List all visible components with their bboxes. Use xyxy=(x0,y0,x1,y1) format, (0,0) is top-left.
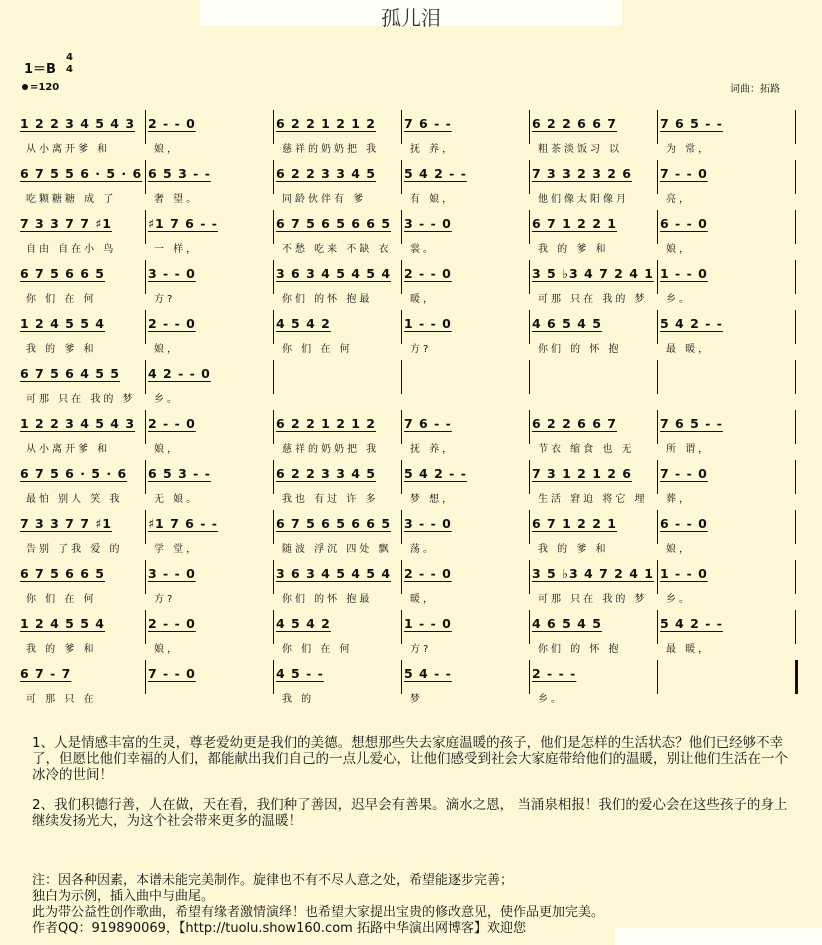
credit: 词曲：拓路 xyxy=(730,84,780,95)
barline xyxy=(657,610,658,644)
lyric-segment: 你 们 在 何 xyxy=(26,294,97,305)
time-sig-top: 4 xyxy=(66,52,73,63)
barline xyxy=(529,610,530,644)
barline xyxy=(529,110,530,144)
lyric-segment: 可那 只在 我的 梦 xyxy=(538,294,648,305)
lyric-segment: 奢 望。 xyxy=(154,194,200,205)
melody-measure: 5 4 2 - - xyxy=(404,166,467,181)
lyric-line xyxy=(26,340,798,354)
barline xyxy=(657,260,658,294)
lyric-line xyxy=(26,640,798,654)
barline xyxy=(795,210,796,244)
melody-measure: 2 - - 0 xyxy=(148,316,196,331)
lyric-segment: 你 们 在 何 xyxy=(282,644,353,655)
barline xyxy=(795,160,796,194)
melody-measure: 7 - - 0 xyxy=(660,166,708,181)
lyric-segment: 方? xyxy=(410,644,432,655)
melody-measure: 6 2 2 1 2 1 2 xyxy=(276,416,376,431)
barline xyxy=(401,510,402,544)
lyric-segment: 我 的 爹 和 xyxy=(538,244,609,255)
melody-line xyxy=(20,416,798,436)
barline xyxy=(145,660,146,694)
tempo-marking xyxy=(22,82,59,93)
barline xyxy=(795,560,796,594)
lyric-segment: 慈祥的奶奶把 我 xyxy=(282,444,380,455)
melody-measure: 2 - - 0 xyxy=(404,266,452,281)
lyric-segment: 学 堂， xyxy=(154,544,200,555)
barline xyxy=(529,260,530,294)
time-sig-bottom: 4 xyxy=(66,64,73,75)
barline xyxy=(401,460,402,494)
barline xyxy=(657,160,658,194)
melody-measure: 1 - - 0 xyxy=(404,616,452,631)
lyric-segment: 他们像太阳像月 xyxy=(538,194,629,205)
key-signature: 1＝B xyxy=(24,62,56,77)
melody-measure: 1 2 4 5 5 4 xyxy=(20,316,105,331)
barline xyxy=(657,310,658,344)
barline xyxy=(401,410,402,444)
barline xyxy=(145,160,146,194)
barline xyxy=(529,210,530,244)
melody-measure: 4 5 - - xyxy=(276,666,324,681)
lyric-segment: 亮， xyxy=(666,194,692,205)
barline xyxy=(401,160,402,194)
lyric-segment: 娘， xyxy=(154,444,180,455)
barline xyxy=(145,460,146,494)
lyric-segment: 梦 想， xyxy=(410,494,456,505)
barline xyxy=(657,110,658,144)
lyric-segment: 最 暖， xyxy=(666,644,712,655)
melody-measure: 6 7 5 6 · 5 · 6 xyxy=(20,466,128,481)
barline xyxy=(657,460,658,494)
barline xyxy=(657,210,658,244)
barline xyxy=(273,560,274,594)
lyric-segment: 抚 养， xyxy=(410,144,456,155)
barline xyxy=(795,310,796,344)
barline xyxy=(273,410,274,444)
melody-line xyxy=(20,166,798,186)
lyric-segment: 一 样， xyxy=(154,244,200,255)
lyric-segment: 我 的 爹 和 xyxy=(26,644,97,655)
melody-measure: 1 - - 0 xyxy=(660,566,708,581)
lyric-segment: 可那 只在 我的 梦 xyxy=(26,394,136,405)
melody-measure: 5 4 2 - - xyxy=(660,316,723,331)
barline xyxy=(529,560,530,594)
lyric-segment: 慈祥的奶奶把 我 xyxy=(282,144,380,155)
melody-measure: 3 - - 0 xyxy=(148,266,196,281)
barline xyxy=(529,310,530,344)
melody-measure: 1 2 2 3 4 5 4 3 xyxy=(20,116,136,131)
lyric-segment: 方? xyxy=(154,294,176,305)
melody-measure: 6 7 - 7 xyxy=(20,666,72,681)
barline xyxy=(401,210,402,244)
tempo-value: =120 xyxy=(30,82,60,93)
barline xyxy=(795,460,796,494)
melody-measure: 2 - - 0 xyxy=(148,116,196,131)
lyric-segment: 裳。 xyxy=(410,244,436,255)
barline xyxy=(273,460,274,494)
notes-section xyxy=(32,735,792,843)
title-bar xyxy=(200,0,622,30)
melody-line xyxy=(20,116,798,136)
melody-measure: 7 6 5 - - xyxy=(660,416,723,431)
lyric-segment: 我也 有过 许 多 xyxy=(282,494,379,505)
lyric-line xyxy=(26,190,798,204)
barline xyxy=(529,160,530,194)
lyric-line xyxy=(26,140,798,154)
melody-measure: 4 2 - - 0 xyxy=(148,366,211,381)
melody-measure: 7 - - 0 xyxy=(148,666,196,681)
barline xyxy=(273,110,274,144)
barline xyxy=(795,260,796,294)
melody-measure: 6 7 1 2 2 1 xyxy=(532,516,617,531)
lyric-line xyxy=(26,590,798,604)
lyric-segment: 梦 xyxy=(410,694,423,705)
melody-measure: 3 - - 0 xyxy=(404,516,452,531)
melody-line xyxy=(20,216,798,236)
barline xyxy=(273,310,274,344)
lyric-segment: 你 们 在 何 xyxy=(26,594,97,605)
footer-line-1: 注：因各种因素，本谱未能完美制作。旋律也不有不尽人意之处，希望能逐步完善； xyxy=(32,873,514,888)
lyric-segment: 告别 了我 爱 的 xyxy=(26,544,123,555)
lyric-segment: 乡。 xyxy=(538,694,564,705)
barline xyxy=(529,510,530,544)
lyric-line xyxy=(26,540,798,554)
lyric-segment: 荡。 xyxy=(410,544,436,555)
lyric-segment: 你 们 在 何 xyxy=(282,344,353,355)
lyric-segment: 同龄伙伴有 爹 xyxy=(282,194,367,205)
melody-measure: 1 - - 0 xyxy=(660,266,708,281)
melody-measure: 6 2 2 3 3 4 5 xyxy=(276,166,376,181)
melody-line xyxy=(20,366,798,386)
melody-measure: 6 7 5 5 6 · 5 · 6 xyxy=(20,166,143,181)
note-paragraph-2: 2、我们积德行善，人在做，天在看，我们种了善因，迟早会有善果。滴水之恩， 当涌泉相报！我们的爱心会在这些孩子的身上继续发扬光大，为这个社会带来更多的温暖！ xyxy=(32,797,788,829)
barline xyxy=(273,510,274,544)
final-barline xyxy=(795,660,798,694)
barline xyxy=(529,660,530,694)
melody-line xyxy=(20,616,798,636)
footer-line-2: 独白为示例，插入曲中与曲尾。 xyxy=(32,889,215,904)
melody-line xyxy=(20,266,798,286)
lyric-segment: 无 娘。 xyxy=(154,494,200,505)
melody-measure: 6 7 5 6 6 5 xyxy=(20,566,105,581)
melody-measure: 5 4 2 - - xyxy=(660,616,723,631)
melody-measure: 6 - - 0 xyxy=(660,216,708,231)
note-paragraph-1: 1、人是情感丰富的生灵，尊老爱幼更是我们的美德。想想那些失去家庭温暖的孩子，他们是怎样的生活状态？他们已经够不幸了，但愿比他们幸福的人们，都能献出我们自己的一点儿爱心，让他们感受到社会大家庭带给他们的温暖，别让他们生活在一个冰冷的世间！ xyxy=(32,735,788,783)
melody-measure: 2 - - - xyxy=(532,666,577,681)
lyric-segment: 方? xyxy=(410,344,432,355)
lyric-segment: 不愁 吃来 不缺 衣 xyxy=(282,244,392,255)
lyric-segment: 你们 的怀 抱最 xyxy=(282,594,373,605)
barline xyxy=(273,210,274,244)
melody-measure: 2 - - 0 xyxy=(148,616,196,631)
barline xyxy=(401,560,402,594)
melody-measure: ♯1 7 6 - - xyxy=(148,516,218,531)
melody-measure: 7 3 3 7 7 ♯1 xyxy=(20,516,112,531)
lyric-segment: 乡。 xyxy=(666,594,692,605)
melody-measure: 6 2 2 1 2 1 2 xyxy=(276,116,376,131)
lyric-segment: 最怕 别人 笑 我 xyxy=(26,494,123,505)
barline xyxy=(657,660,658,694)
melody-measure: 7 3 3 2 3 2 6 xyxy=(532,166,632,181)
melody-measure: 6 5 3 - - xyxy=(148,466,211,481)
melody-measure: 6 2 2 6 6 7 xyxy=(532,116,617,131)
barline xyxy=(529,460,530,494)
melody-measure: 7 6 5 - - xyxy=(660,116,723,131)
melody-measure: 4 5 4 2 xyxy=(276,616,331,631)
melody-measure: 7 3 3 7 7 ♯1 xyxy=(20,216,112,231)
barline xyxy=(657,510,658,544)
barline xyxy=(145,260,146,294)
barline xyxy=(657,360,658,394)
melody-measure: 2 - - 0 xyxy=(404,566,452,581)
lyric-segment: 可那 只在 我的 梦 xyxy=(538,594,648,605)
barline xyxy=(401,660,402,694)
lyric-segment: 你们 的 怀 抱 xyxy=(538,644,622,655)
melody-measure: 3 5 ♭3 4 7 2 4 1 xyxy=(532,566,654,581)
melody-measure: 3 - - 0 xyxy=(404,216,452,231)
melody-measure: 1 2 2 3 4 5 4 3 xyxy=(20,416,136,431)
lyric-segment: 节衣 缩食 也 无 xyxy=(538,444,635,455)
barline xyxy=(401,260,402,294)
melody-measure: 1 2 4 5 5 4 xyxy=(20,616,105,631)
lyric-segment: 葬， xyxy=(666,494,692,505)
song-title: 孤儿泪 xyxy=(381,6,441,30)
lyric-segment: 抚 养， xyxy=(410,444,456,455)
lyric-segment: 你们 的 怀 抱 xyxy=(538,344,622,355)
barline xyxy=(401,110,402,144)
melody-measure: 3 6 3 4 5 4 5 4 xyxy=(276,266,392,281)
melody-measure: 3 6 3 4 5 4 5 4 xyxy=(276,566,392,581)
melody-measure: 5 4 - - xyxy=(404,666,452,681)
barline xyxy=(273,610,274,644)
lyric-segment: 暖， xyxy=(410,294,436,305)
barline xyxy=(795,610,796,644)
barline xyxy=(273,160,274,194)
lyric-line xyxy=(26,390,798,404)
barline xyxy=(273,360,274,394)
melody-measure: 6 7 5 6 5 6 6 5 xyxy=(276,216,392,231)
barline xyxy=(529,360,530,394)
melody-measure: 6 7 5 6 4 5 5 xyxy=(20,366,120,381)
lyric-segment: 娘， xyxy=(154,644,180,655)
lyric-segment: 可 那 只 在 xyxy=(26,694,97,705)
lyric-segment: 吃颗糖糖 成 了 xyxy=(26,194,117,205)
quarter-note-icon xyxy=(22,84,28,90)
melody-measure: 7 6 - - xyxy=(404,416,452,431)
lyric-segment: 娘， xyxy=(154,344,180,355)
barline xyxy=(145,110,146,144)
melody-measure: ♯1 7 6 - - xyxy=(148,216,218,231)
melody-measure: 4 6 5 4 5 xyxy=(532,616,602,631)
melody-measure: 4 5 4 2 xyxy=(276,316,331,331)
lyric-line xyxy=(26,490,798,504)
lyric-segment: 随波 浮沉 四处 飘 xyxy=(282,544,392,555)
lyric-segment: 暖， xyxy=(410,594,436,605)
footer-line-3: 此为带公益性创作歌曲，希望有缘者激情演绎！也希望大家提出宝贵的修改意见，使作品更加完美。 xyxy=(32,905,605,920)
lyric-segment: 方? xyxy=(154,594,176,605)
lyric-segment: 娘， xyxy=(666,244,692,255)
lyric-line xyxy=(26,690,798,704)
melody-measure: 1 - - 0 xyxy=(404,316,452,331)
melody-measure: 7 3 1 2 1 2 6 xyxy=(532,466,632,481)
melody-measure: 4 6 5 4 5 xyxy=(532,316,602,331)
lyric-segment: 从小离开爹 和 xyxy=(26,144,111,155)
melody-measure: 7 - - 0 xyxy=(660,466,708,481)
lyric-segment: 娘， xyxy=(154,144,180,155)
barline xyxy=(145,510,146,544)
lyric-segment: 我 的 爹 和 xyxy=(538,544,609,555)
melody-line xyxy=(20,316,798,336)
barline xyxy=(401,310,402,344)
barline xyxy=(529,410,530,444)
melody-line xyxy=(20,566,798,586)
corner-patch xyxy=(615,928,822,945)
melody-measure: 6 - - 0 xyxy=(660,516,708,531)
lyric-line xyxy=(26,240,798,254)
lyric-line xyxy=(26,440,798,454)
barline xyxy=(145,210,146,244)
footer-line-4: 作者QQ：919890069，【http://tuolu.show160.com 拓路中华演出网博客】欢迎您 xyxy=(32,921,526,936)
melody-line xyxy=(20,516,798,536)
lyric-segment: 为 常， xyxy=(666,144,712,155)
lyric-segment: 最 暖， xyxy=(666,344,712,355)
lyric-segment: 自由 自在小 鸟 xyxy=(26,244,117,255)
barline xyxy=(657,560,658,594)
melody-measure: 3 5 ♭3 4 7 2 4 1 xyxy=(532,266,654,281)
lyric-segment: 有 娘， xyxy=(410,194,456,205)
barline xyxy=(401,360,402,394)
barline xyxy=(795,110,796,144)
lyric-segment: 从小离开爹 和 xyxy=(26,444,111,455)
time-signature xyxy=(66,52,73,76)
barline xyxy=(401,610,402,644)
melody-line xyxy=(20,666,798,686)
lyric-segment: 粗茶淡饭习 以 xyxy=(538,144,623,155)
lyric-segment: 乡。 xyxy=(154,394,180,405)
barline xyxy=(273,660,274,694)
melody-measure: 6 2 2 3 3 4 5 xyxy=(276,466,376,481)
barline xyxy=(145,360,146,394)
lyric-segment: 我 的 爹 和 xyxy=(26,344,97,355)
lyric-segment: 娘， xyxy=(666,544,692,555)
barline xyxy=(795,360,796,394)
barline xyxy=(145,310,146,344)
barline xyxy=(145,610,146,644)
melody-measure: 2 - - 0 xyxy=(148,416,196,431)
melody-line xyxy=(20,466,798,486)
melody-measure: 6 7 1 2 2 1 xyxy=(532,216,617,231)
barline xyxy=(795,410,796,444)
lyric-line xyxy=(26,290,798,304)
melody-measure: 6 7 5 6 5 6 6 5 xyxy=(276,516,392,531)
barline xyxy=(273,260,274,294)
barline xyxy=(657,410,658,444)
melody-measure: 7 6 - - xyxy=(404,116,452,131)
melody-measure: 6 2 2 6 6 7 xyxy=(532,416,617,431)
barline xyxy=(795,510,796,544)
lyric-segment: 乡。 xyxy=(666,294,692,305)
melody-measure: 6 5 3 - - xyxy=(148,166,211,181)
lyric-segment: 所 谓， xyxy=(666,444,712,455)
melody-measure: 3 - - 0 xyxy=(148,566,196,581)
lyric-segment: 我 的 xyxy=(282,694,315,705)
melody-measure: 6 7 5 6 6 5 xyxy=(20,266,105,281)
lyric-segment: 生活 窘迫 将它 埋 xyxy=(538,494,648,505)
lyric-segment: 你们 的怀 抱最 xyxy=(282,294,373,305)
melody-measure: 5 4 2 - - xyxy=(404,466,467,481)
barline xyxy=(145,410,146,444)
barline xyxy=(145,560,146,594)
